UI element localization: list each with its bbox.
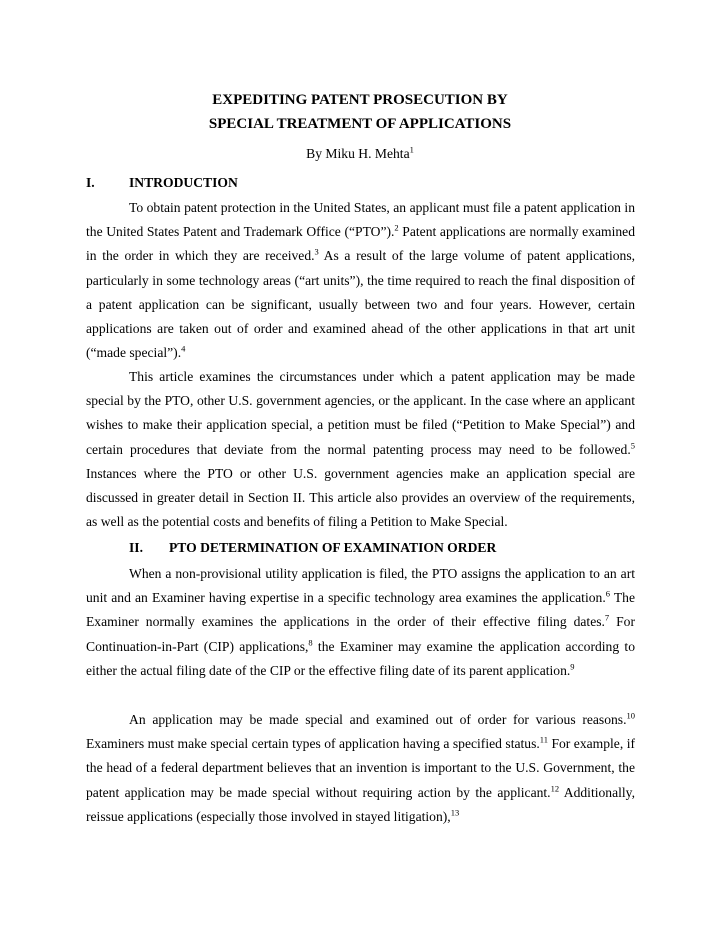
footnote-ref: 3 [314,246,319,257]
paragraph-text: For Continuation-in-Part (CIP) applications, [86,614,635,654]
paragraph-3 [86,562,635,683]
section-title: PTO DETERMINATION OF EXAMINATION ORDER [169,540,497,555]
footnote-ref: 8 [308,637,313,648]
section-heading-pto-determination [129,538,649,558]
footnote-ref: 13 [450,807,460,818]
paragraph-2 [86,365,635,534]
footnote-ref: 9 [570,661,575,672]
paragraph-text: This article examines the circumstances under which a patent application may be made special by the PTO, other U.S. government agencies, or the applicant. In the case where an applicant wishes to make their application special, a petition must be filed (“Petition to Make Special”) and certain procedures that deviate from the normal patenting process may need to be followed. [86,369,635,457]
section-title: INTRODUCTION [129,175,238,190]
paragraph-text: The Examiner normally examines the applications in the order of their effective filing dates. [86,590,635,630]
paragraph-1 [86,196,635,365]
paragraph-text: Additionally, reissue applications (especially those involved in stayed litigation), [86,784,635,824]
footnote-ref: 12 [550,783,560,794]
title-line-1: EXPEDITING PATENT PROSECUTION BY [212,92,508,108]
footnote-ref: 10 [626,710,635,721]
paragraph-text: Patent applications are normally examined in the order in which they are received. [86,224,635,264]
section-number: II. [129,540,143,555]
title-line-2: SPECIAL TREATMENT OF APPLICATIONS [208,116,512,132]
footnote-ref: 2 [394,222,399,233]
footnote-ref: 5 [630,440,635,451]
footnote-ref: 11 [539,734,548,745]
footnote-ref: 4 [181,343,186,354]
paragraph-text: As a result of the large volume of patent applications, particularly in some technology areas (“art units”), the time required to reach the final disposition of a patent application can be significant, usually between two and four years. However, certain applications are taken out of order and examined ahead of the other applications in that art unit (“made special”). [86,248,636,361]
footnote-ref: 7 [604,612,610,623]
byline-text: By Miku H. Mehta [306,146,410,161]
paragraph-text: An application may be made special and examined out of order for various reasons. [129,712,627,727]
paragraph-text: When a non-provisional utility application is filed, the PTO assigns the application to an art unit and an Examiner having expertise in a specific technology area examines the application. [86,566,635,606]
paragraph-text: Examiners must make special certain types of application having a specified status. [86,736,540,752]
author-byline [0,144,720,164]
footnote-ref: 6 [605,588,610,599]
paragraph-text: the Examiner may examine the application according to either the actual filing date of the CIP or the effective filing date of its parent application. [86,638,635,678]
paragraph-text: To obtain patent protection in the United States, an applicant must file a patent application in the United States Patent and Trademark Office (“PTO”). [86,200,635,240]
paragraph-4 [86,708,635,829]
footnote-ref: 1 [409,144,414,155]
section-number: I. [86,175,95,190]
paragraph-text: Instances where the PTO or other U.S. government agencies make an application special are discussed in greater detail in Section II. This article also provides an overview of the requirements, as well as the potential costs and benefits of filing a Petition to Make Special. [86,465,635,530]
section-heading-introduction [86,173,646,193]
paragraph-text: For example, if the head of a federal department believes that an invention is important to the U.S. Government, the patent application may be made special without requiring action by the applicant. [86,736,636,800]
